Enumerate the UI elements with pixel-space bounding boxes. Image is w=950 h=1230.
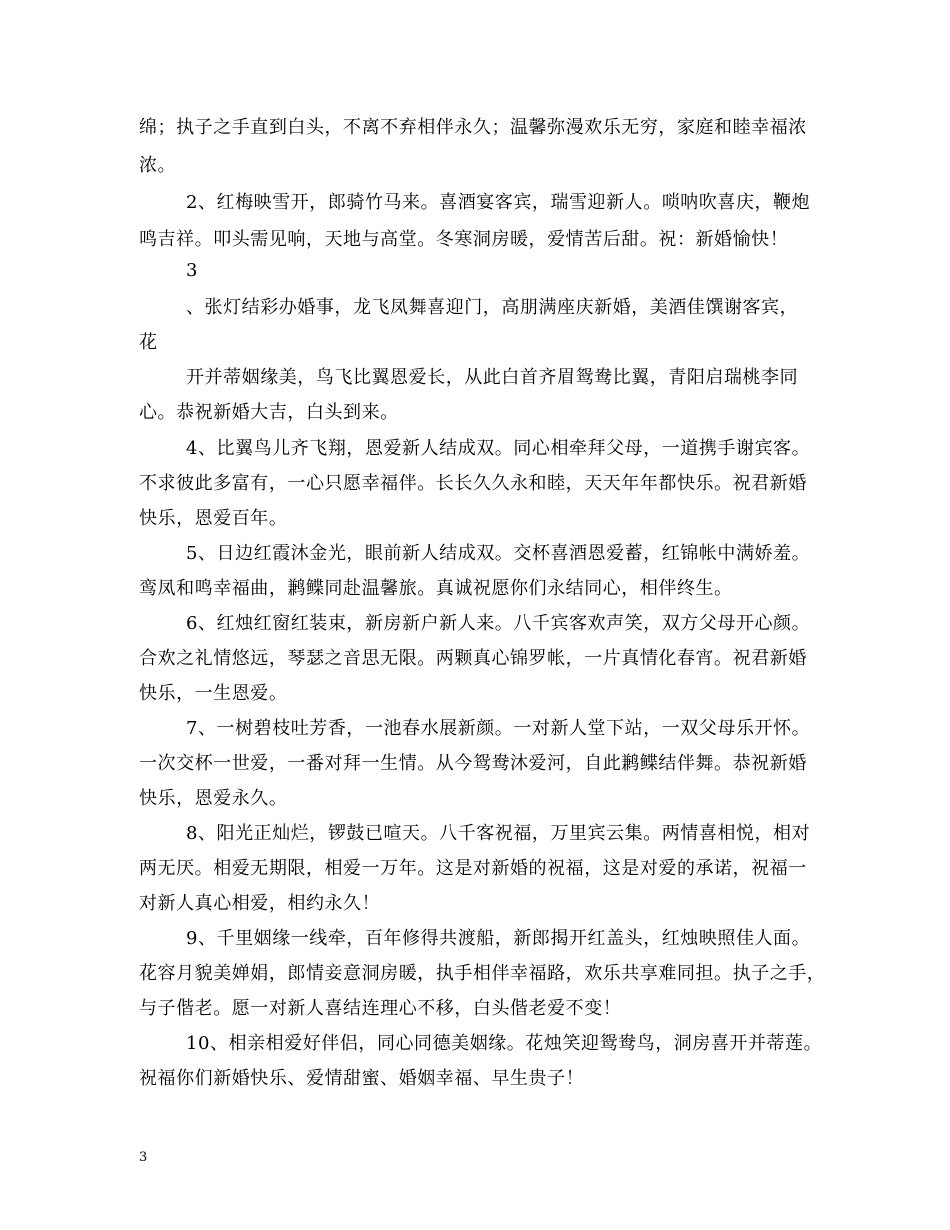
text-line: 一次交杯一世爱，一番对拜一生情。从今鸳鸯沐爱河，自此鹣鲽结伴舞。恭祝新婚 [139,753,807,774]
text-line: 5、日边红霞沐金光，眼前新人结成双。交杯喜酒恩爱蓄，红锦帐中满娇羞。 [186,543,811,564]
page-number: 3 [139,1150,148,1165]
text-line: 浓。 [139,155,177,176]
text-line: 快乐，恩爱百年。 [139,508,288,529]
text-line: 花 [139,332,158,353]
text-line: 快乐，恩爱永久。 [139,788,288,809]
text-line: 祝福你们新婚快乐、爱情甜蜜、婚姻幸福、早生贵子！ [139,1068,585,1089]
text-line: 9、千里姻缘一线牵，百年修得共渡船，新郎揭开红盖头，红烛映照佳人面。 [186,928,811,949]
text-line: 8、阳光正灿烂，锣鼓已喧天。八千客祝福，万里宾云集。两情喜相悦，相对 [186,823,811,844]
text-line: 、张灯结彩办婚事，龙飞凤舞喜迎门，高朋满座庆新婚，美酒佳馔谢客宾， [186,297,799,318]
text-line: 心。恭祝新婚大吉，白头到来。 [139,402,399,423]
text-line: 2、红梅映雪开，郎骑竹马来。喜酒宴客宾，瑞雪迎新人。唢呐吹喜庆，鞭炮 [186,192,811,213]
text-line: 合欢之礼情悠远，琴瑟之音思无限。两颗真心锦罗帐，一片真情化春宵。祝君新婚 [139,648,807,669]
text-line: 6、红烛红窗红装束，新房新户新人来。八千宾客欢声笑，双方父母开心颜。 [186,613,811,634]
text-line: 两无厌。相爱无期限，相爱一万年。这是对新婚的祝福，这是对爱的承诺，祝福一 [139,858,807,879]
text-line: 鸣吉祥。叩头需见响，天地与高堂。冬寒洞房暖，爱情苦后甜。祝：新婚愉快！ [139,229,789,250]
text-line: 7、一树碧枝吐芳香，一池春水展新颜。一对新人堂下站，一双父母乐开怀。 [186,718,811,739]
text-line: 花容月貌美婵娟，郎情妾意洞房暖，执手相伴幸福路，欢乐共享难同担。执子之手， [139,963,826,984]
text-line: 10、相亲相爱好伴侣，同心同德美姻缘。花烛笑迎鸳鸯鸟，洞房喜开并蒂莲。 [186,1033,823,1054]
text-line: 3 [186,260,199,281]
text-line: 对新人真心相爱，相约永久！ [139,893,381,914]
text-line: 与子偕老。愿一对新人喜结连理心不移，白头偕老爱不变！ [139,998,622,1019]
text-line: 不求彼此多富有，一心只愿幸福伴。长长久久永和睦，天天年年都快乐。祝君新婚 [139,473,807,494]
text-line: 鸾凤和鸣幸福曲，鹣鲽同赴温馨旅。真诚祝愿你们永结同心，相伴终生。 [139,578,733,599]
text-line: 绵；执子之手直到白头，不离不弃相伴永久；温馨弥漫欢乐无穷，家庭和睦幸福浓 [139,117,807,138]
text-line: 快乐，一生恩爱。 [139,683,288,704]
text-line: 4、比翼鸟儿齐飞翔，恩爱新人结成双。同心相牵拜父母，一道携手谢宾客。 [186,438,811,459]
text-line: 开并蒂姻缘美，鸟飞比翼恩爱长，从此白首齐眉鸳鸯比翼，青阳启瑞桃李同 [186,367,799,388]
